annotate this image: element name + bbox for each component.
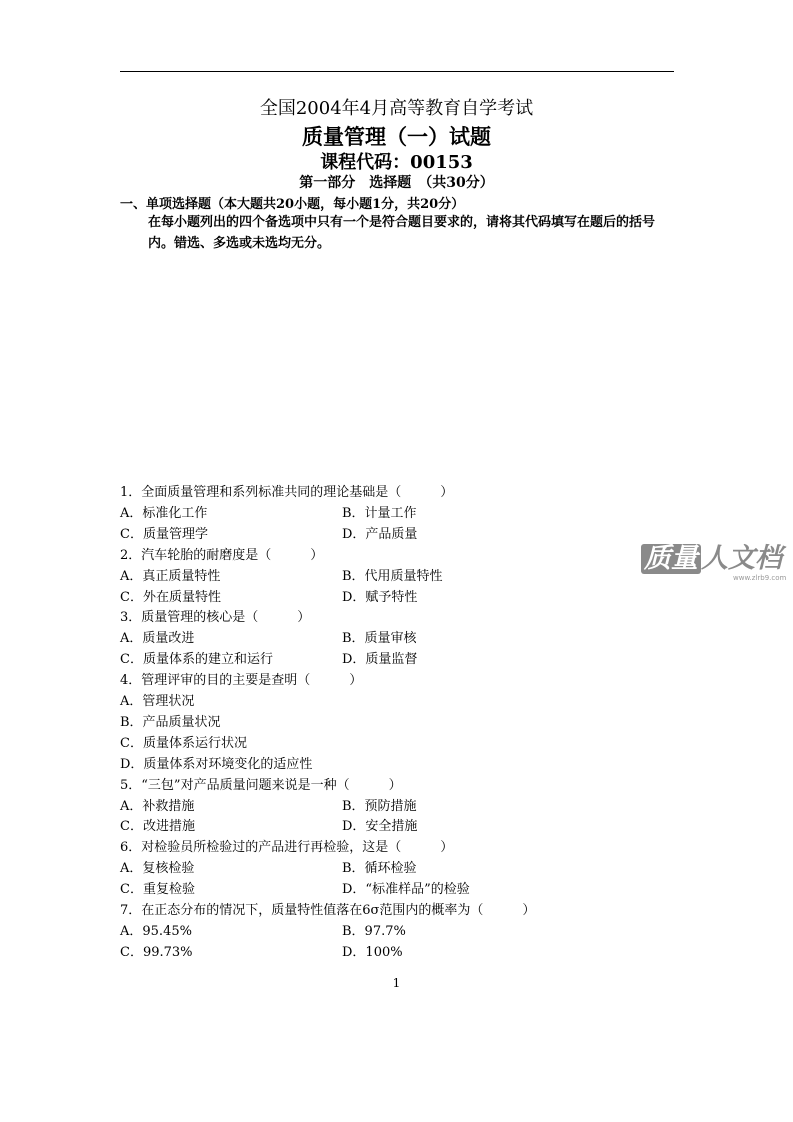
line-text-left: A．真正质量特性	[120, 568, 221, 584]
line-text-left: C．外在质量特性	[120, 589, 221, 605]
course-code: 课程代码：00153	[320, 152, 473, 173]
line-text-left: A．复核检验	[120, 861, 195, 877]
top-rule	[120, 71, 674, 72]
section-heading: 一、单项选择题（本大题共20小题，每小题1分，共20分）	[120, 197, 465, 212]
question-line	[120, 503, 417, 524]
line-text-left: 7．在正态分布的情况下，质量特性值落在6σ范围内的概率为（ ）	[120, 903, 536, 918]
watermark-logo	[641, 544, 786, 582]
line-text-left: C．99.73%	[120, 944, 193, 960]
line-text-left: C．质量管理学	[120, 526, 208, 542]
line-text-left: A．95.45%	[120, 923, 192, 939]
question-line	[120, 879, 470, 900]
line-text-right: D．赋予特性	[342, 589, 418, 605]
question-line	[120, 587, 418, 608]
line-text-right: B．代用质量特性	[342, 568, 443, 584]
line-text-right: D．质量监督	[342, 652, 418, 668]
question-line	[120, 796, 417, 817]
question-line	[120, 921, 406, 942]
line-text-right: D．“标准样品”的检验	[342, 882, 470, 898]
question-line	[120, 524, 418, 545]
question-line	[120, 545, 323, 566]
question-line	[120, 628, 417, 649]
page-number: 1	[392, 976, 401, 990]
line-text-right: B．97.7%	[342, 923, 406, 939]
question-line	[120, 837, 453, 858]
section-instruction: 在每小题列出的四个备选项中只有一个是符合题目要求的，请将其代码填写在题后的括号内。错选、多选或未选均无分。	[148, 215, 656, 251]
line-text-left: A．补救措施	[120, 798, 195, 814]
question-line	[120, 942, 403, 963]
exam-title: 全国2004年4月高等教育自学考试	[259, 98, 534, 119]
question-line	[120, 649, 418, 670]
line-text-right: D．产品质量	[342, 526, 418, 542]
question-line	[120, 733, 247, 754]
line-text-left: D．质量体系对环境变化的适应性	[120, 756, 313, 772]
line-text-left: 5．“三包”对产品质量问题来说是一种（ ）	[120, 777, 402, 793]
question-line	[120, 858, 417, 879]
question-line	[120, 900, 535, 921]
line-text-left: 2．汽车轮胎的耐磨度是（ ）	[120, 547, 324, 563]
question-line	[120, 482, 453, 503]
line-text-left: 1．全面质量管理和系列标准共同的理论基础是（ ）	[120, 485, 454, 500]
line-text-left: C．重复检验	[120, 882, 195, 898]
question-line	[120, 566, 443, 587]
line-text-left: B．产品质量状况	[120, 714, 221, 730]
question-line	[120, 691, 194, 712]
line-text-left: C．质量体系运行状况	[120, 735, 247, 751]
line-text-right: B．计量工作	[342, 505, 417, 521]
question-line	[120, 607, 310, 628]
watermark-rest-text: 人文档	[701, 543, 782, 574]
line-text-left: A．质量改进	[120, 631, 195, 647]
question-line	[120, 754, 312, 775]
question-line	[120, 670, 362, 691]
line-text-left: 3．质量管理的核心是（ ）	[120, 610, 311, 626]
line-text-left: C．质量体系的建立和运行	[120, 652, 273, 668]
line-text-right: B．预防措施	[342, 798, 417, 814]
watermark-box-text: 质量	[641, 544, 701, 574]
question-line	[120, 775, 402, 796]
line-text-left: A．管理状况	[120, 694, 195, 709]
line-text-left: 6．对检验员所检验过的产品进行再检验，这是（ ）	[120, 840, 454, 856]
line-text-right: B．循环检验	[342, 861, 417, 877]
question-line	[120, 712, 221, 733]
line-text-right: D．100%	[342, 944, 403, 960]
line-text-right: D．安全措施	[342, 819, 418, 835]
line-text-left: A．标准化工作	[120, 505, 208, 521]
question-line	[120, 816, 418, 837]
subject-title: 质量管理（一）试题	[302, 124, 491, 149]
line-text-right: B．质量审核	[342, 631, 417, 647]
line-text-left: C．改进措施	[120, 819, 195, 835]
line-text-left: 4．管理评审的目的主要是查明（ ）	[120, 673, 363, 689]
part-heading: 第一部分 选择题 （共30分）	[299, 175, 494, 191]
watermark-url: www.zlrb9.com	[733, 574, 787, 582]
